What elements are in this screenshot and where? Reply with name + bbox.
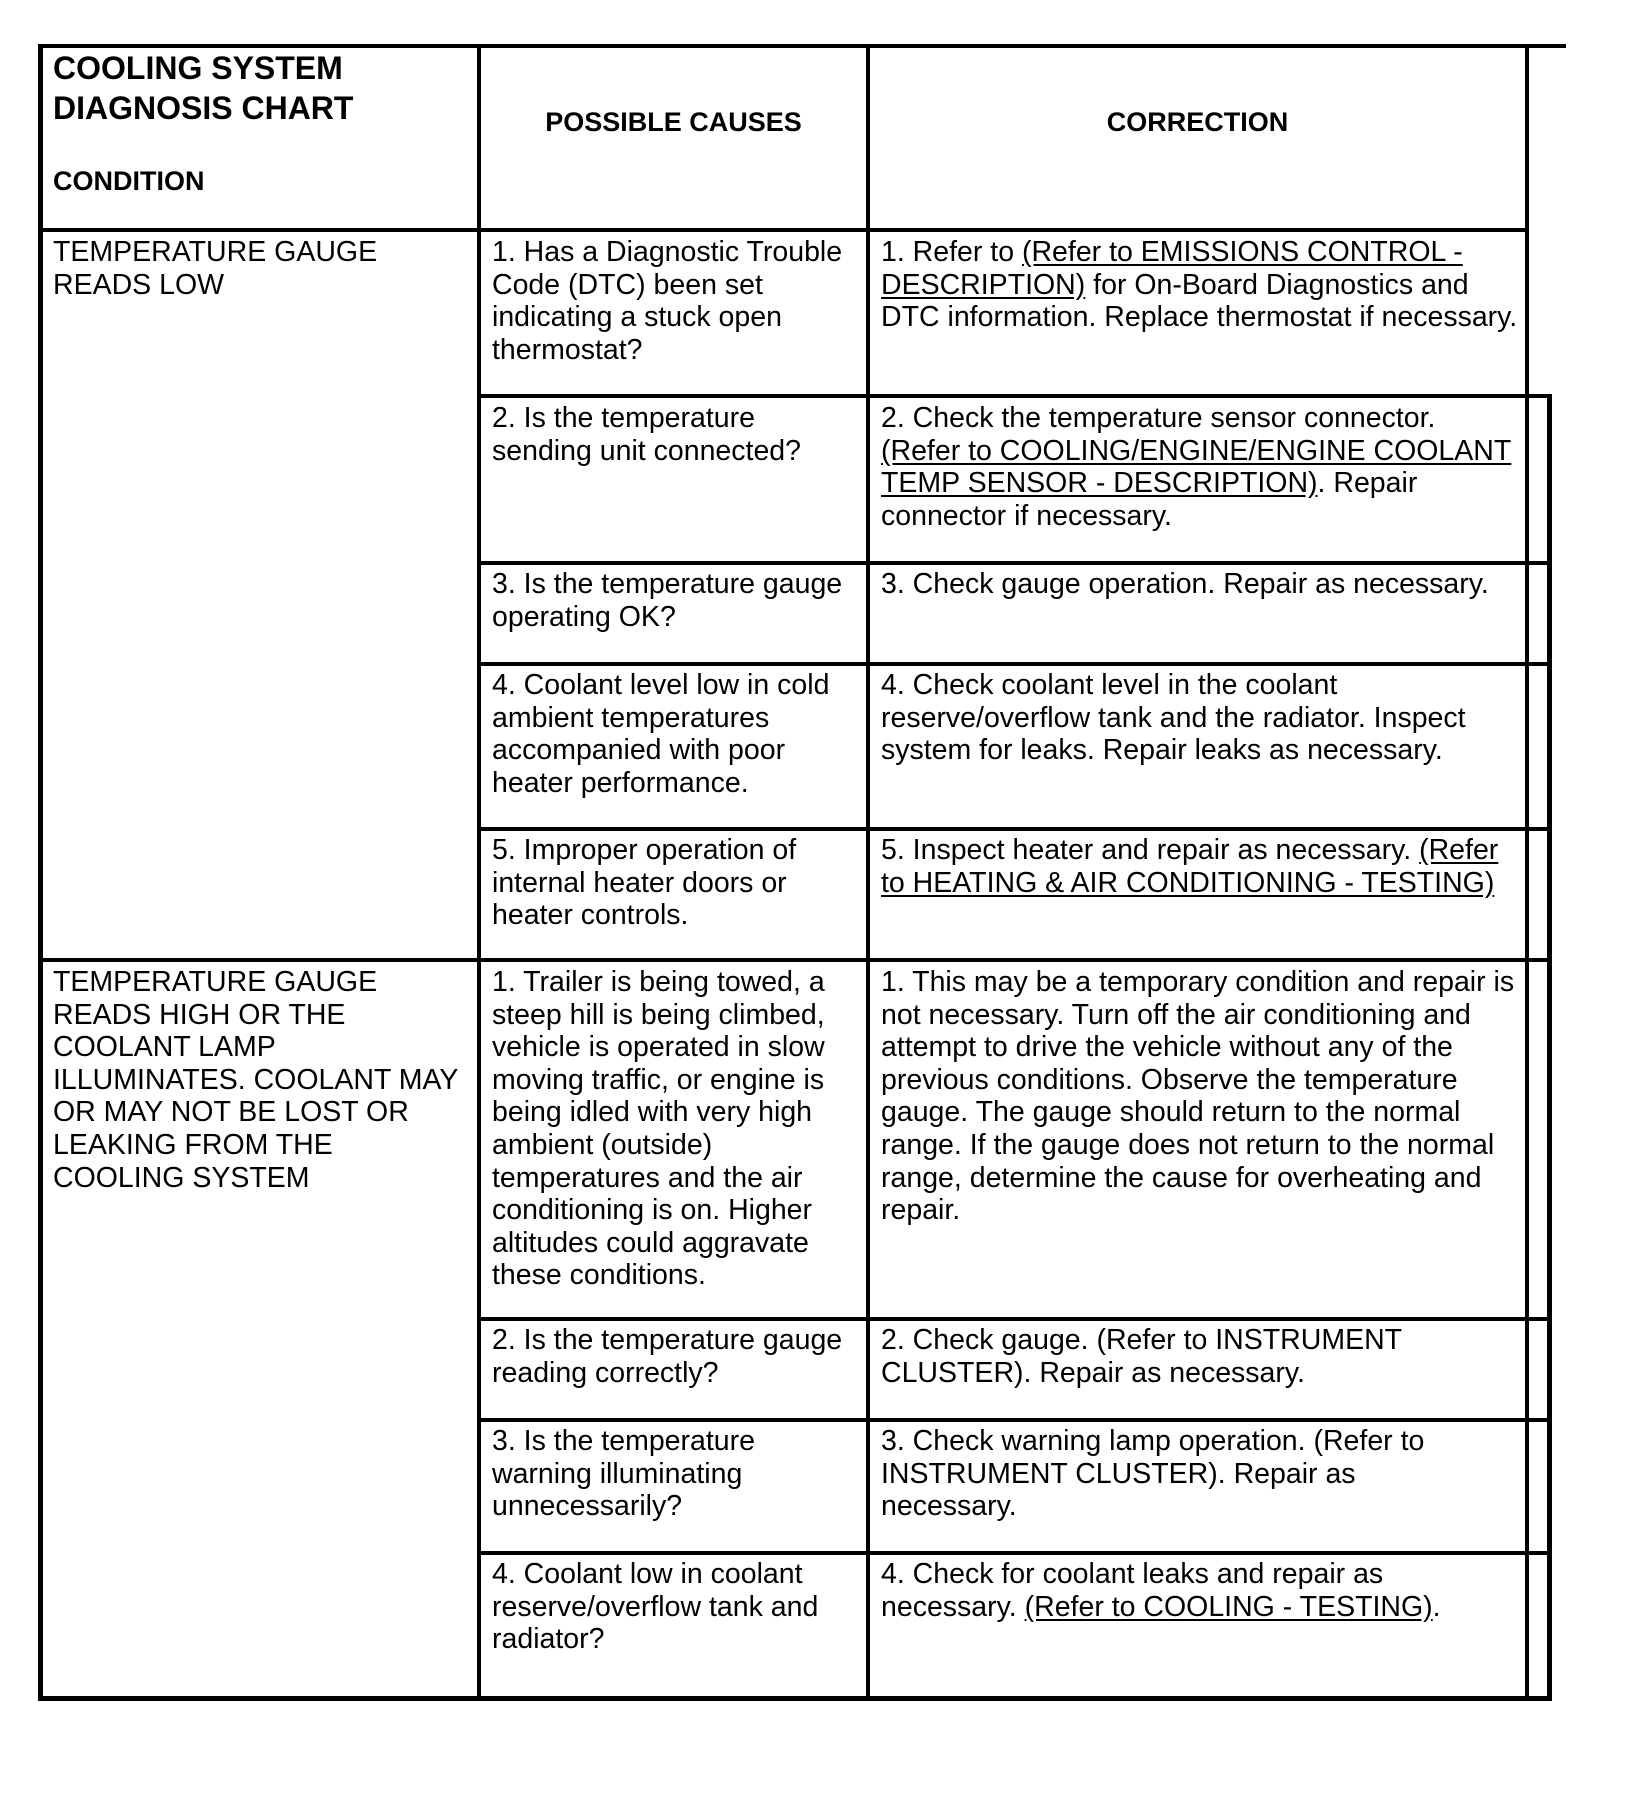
cause-cell: 5. Improper operation of internal heater doors or heater controls. <box>492 834 797 932</box>
row-divider <box>477 1551 1552 1555</box>
correction-cell <box>870 669 1500 767</box>
condition-divider <box>38 958 1552 962</box>
correction-text: . <box>1432 1590 1441 1623</box>
correction-cell <box>870 1558 1526 1623</box>
row-divider <box>477 1418 1552 1422</box>
cause-cell: 3. Is the temperature warning illuminating unnecessarily? <box>492 1425 755 1523</box>
condition-cell: TEMPERATURE GAUGE READS HIGH OR THE COOLANT LAMP ILLUMINATES. COOLANT MAY OR MAY NOT BE LOST OR LEAKING FROM THE COOLING SYSTEM <box>53 966 458 1194</box>
row-divider <box>477 1317 1552 1321</box>
condition-column-header: CONDITION <box>53 166 205 196</box>
row-divider <box>477 394 1552 398</box>
correction-text: 5. Inspect heater and repair as necessary. <box>881 834 1420 866</box>
correction-text: . Repair connector if necessary. <box>881 467 1418 532</box>
cause-cell: 4. Coolant low in coolant reserve/overflow tank and radiator? <box>492 1558 819 1656</box>
correction-cell <box>870 236 1526 334</box>
correction-text: 3. Check gauge operation. Repair as necessary. <box>881 568 1489 600</box>
correction-text: 1. This may be a temporary condition and repair is not necessary. Turn off the air conditioning and attempt to drive the vehicle without any of the previous conditions. Observe the temperature gauge. The gauge should return to the normal range. If the gauge does not return to the normal range, determine the cause for overheating and repair. <box>881 966 1515 1227</box>
cause-cell: 4. Coolant level low in cold ambient temperatures accompanied with poor heater performance. <box>492 669 830 799</box>
header-divider <box>38 228 1529 232</box>
table-border-bottom <box>38 1696 1552 1701</box>
correction-reference-link[interactable]: (Refer to COOLING - TESTING) <box>1024 1590 1433 1623</box>
chart-title-line2: DIAGNOSIS CHART <box>53 90 354 126</box>
table-border-right-upper <box>1525 44 1529 398</box>
correction-text: 2. Check the temperature sensor connector. <box>881 402 1436 434</box>
correction-cell <box>870 834 1518 899</box>
correction-cell <box>870 1425 1470 1523</box>
correction-cell <box>870 402 1518 532</box>
row-divider <box>477 662 1552 666</box>
correction-text: for On-Board Diagnostics and DTC information. Replace thermostat if necessary. <box>881 268 1518 334</box>
correction-text: 3. Check warning lamp operation. (Refer to INSTRUMENT CLUSTER). Repair as necessary. <box>881 1425 1425 1523</box>
cause-cell: 3. Is the temperature gauge operating OK? <box>492 568 843 633</box>
correction-text: 4. Check for coolant leaks and repair as necessary. <box>881 1558 1384 1623</box>
correction-text: 4. Check coolant level in the coolant reserve/overflow tank and the radiator. Inspect system for leaks. Repair leaks as necessary. <box>881 669 1466 767</box>
causes-column-header: POSSIBLE CAUSES <box>545 107 802 137</box>
cause-cell: 1. Has a Diagnostic Trouble Code (DTC) been set indicating a stuck open thermostat? <box>492 236 843 366</box>
chart-title <box>53 48 453 128</box>
correction-reference-link[interactable]: (Refer to HEATING & AIR CONDITIONING - TESTING) <box>881 834 1499 899</box>
row-divider <box>477 561 1552 565</box>
cause-cell: 1. Trailer is being towed, a steep hill is being climbed, vehicle is operated in slow moving traffic, or engine is being idled with very high ambient (outside) temperatures and the air conditioning is on. Higher altitudes could aggravate these conditions. <box>492 966 825 1292</box>
chart-title-line1: COOLING SYSTEM <box>53 50 343 86</box>
correction-cell <box>870 1324 1470 1389</box>
correction-column-header: CORRECTION <box>1106 107 1289 137</box>
correction-reference-link[interactable]: (Refer to COOLING/ENGINE/ENGINE COOLANT TEMP SENSOR - DESCRIPTION) <box>881 434 1512 500</box>
table-border-right-offset <box>1547 396 1552 1701</box>
condition-cell: TEMPERATURE GAUGE READS LOW <box>53 236 378 301</box>
cause-cell: 2. Is the temperature gauge reading correctly? <box>492 1324 843 1389</box>
correction-reference-link[interactable]: (Refer to EMISSIONS CONTROL - DESCRIPTION) <box>881 236 1463 301</box>
cause-cell: 2. Is the temperature sending unit connected? <box>492 402 801 467</box>
correction-cell <box>870 966 1526 1227</box>
correction-cell <box>870 568 1526 601</box>
correction-text: 1. Refer to <box>881 236 1022 268</box>
correction-text: 2. Check gauge. (Refer to INSTRUMENT CLUSTER). Repair as necessary. <box>881 1324 1402 1389</box>
row-divider <box>477 827 1552 831</box>
